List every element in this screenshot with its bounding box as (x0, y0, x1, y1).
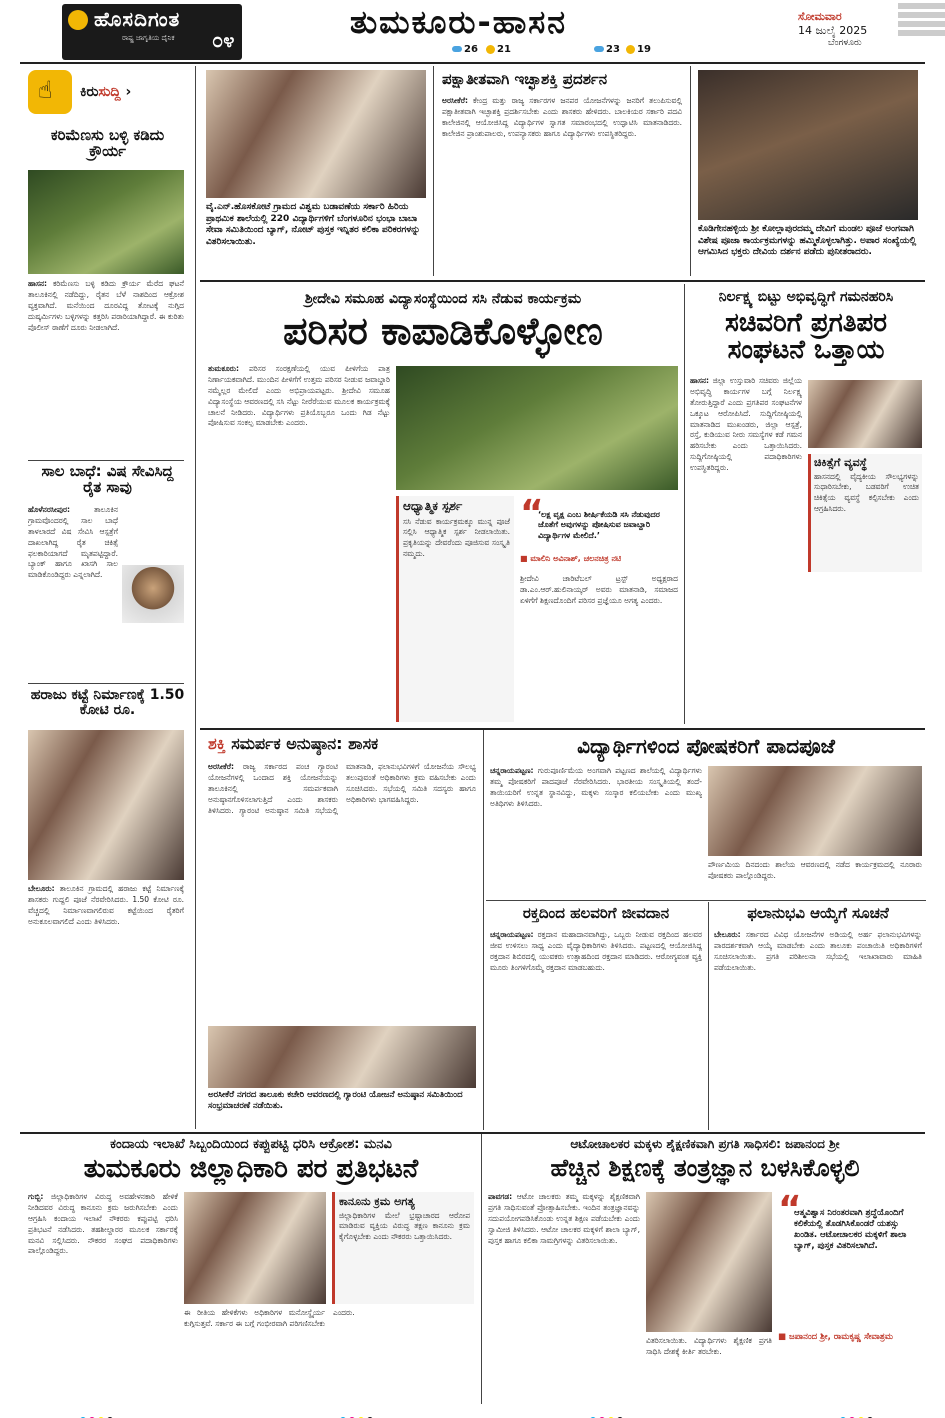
print-color-marks (80, 1408, 140, 1414)
sidebar-body: ಸಸಿ ನೆಡುವ ಕಾರ್ಯಕ್ರಮಕ್ಕೂ ಮುನ್ನ ಪೂಜೆ ಸಲ್ಲಿಸಿ ಆಧ್ಯಾತ್ಮಿಕ ಸ್ಪರ್ಶ ನೀಡಲಾಯಿತು. ಪ್ರಕೃತಿಯನ್ನು ದೇವರೆಂದು ಪೂಜಿಸುವ ಸಂಸ್ಕೃತಿ ನಮ್ಮದು. (403, 516, 510, 559)
press-meet-photo (808, 380, 922, 448)
pointing-hand-icon: ☝ (38, 76, 53, 104)
paper-tagline: ರಾಷ್ಟ್ರ ಜಾಗೃತಿಯ ದೈನಿಕ (122, 34, 175, 42)
shakti-body: ಅರಸೀಕೆರೆ: ರಾಜ್ಯ ಸರ್ಕಾರದ ಪಂಚ ಗ್ಯಾರಂಟಿ ಯೋಜನೆಗಳಲ್ಲಿ ಒಂದಾದ ಶಕ್ತಿ ಯೋಜನೆಯನ್ನು ತಾಲೂಕಿನಲ್ಲಿ ಸಮರ್ಪಕವಾಗಿ ಅನುಷ್ಠಾನಗೊಳಿಸಲಾಗುತ್ತಿದೆ ಎಂದು ಶಾಸಕರು ತಿಳಿಸಿದರು. ಗ್ಯಾರಂಟಿ ಅನುಷ್ಠಾನ ಸಮಿತಿ ಸಭೆಯಲ್ಲಿ ಮಾತನಾಡಿ, ಫಲಾನುಭವಿಗಳಿಗೆ ಯೋಜನೆಯ ಸೌಲಭ್ಯ ತಲುಪುವಂತೆ ಅಧಿಕಾರಿಗಳು ಕ್ರಮ ವಹಿಸಬೇಕು ಎಂದು ಸೂಚಿಸಿದರು. ಸಭೆಯಲ್ಲಿ ಸಮಿತಿ ಸದಸ್ಯರು ಹಾಗೂ ಅಧಿಕಾರಿಗಳು ಭಾಗವಹಿಸಿದ್ದರು. (208, 762, 476, 815)
print-color-marks (590, 1408, 650, 1414)
right-kicker: ನಿರ್ಲಕ್ಷ್ಯ ಬಿಟ್ಟು ಅಭಿವೃದ್ಧಿಗೆ ಗಮನಹರಿಸಿ (718, 289, 894, 305)
lead-photo (396, 366, 678, 490)
section-rule (200, 280, 925, 282)
quote-mark-icon: “ (778, 1189, 802, 1230)
lead-body-left: ತುಮಕೂರು: ಪರಿಸರ ಸಂರಕ್ಷಣೆಯಲ್ಲಿ ಯುವ ಪೀಳಿಗೆಯ ಪಾತ್ರ ನಿರ್ಣಾಯಕವಾಗಿದೆ. ಮುಂದಿನ ಪೀಳಿಗೆಗೆ ಉತ್ತಮ ಪರಿಸರ ನೀಡುವ ಜವಾಬ್ದಾರಿ ನಮ್ಮೆಲ್ಲರ ಮೇಲಿದೆ ಎಂದು ಅಭಿಪ್ರಾಯಪಟ್ಟರು. ಶ್ರೀದೇವಿ ಸಮೂಹ ವಿದ್ಯಾಸಂಸ್ಥೆಯ ಆವರಣದಲ್ಲಿ ಸಸಿ ನೆಟ್ಟು ನೀರೆರೆಯುವ ಮೂಲಕ ಕಾರ್ಯಕ್ರಮಕ್ಕೆ ಚಾಲನೆ ನೀಡಿದರು. ವಿದ್ಯಾರ್ಥಿಗಳು ಪ್ರತಿಯೊಬ್ಬರೂ ಒಂದು ಗಿಡ ನೆಟ್ಟು ಪೋಷಿಸುವ ಸಂಕಲ್ಪ ಮಾಡಬೇಕು ಎಂದರು. (208, 364, 390, 428)
divider (486, 900, 926, 901)
story1-title: ಕರಿಮೆಣಸು ಬಳ್ಳಿ ಕಡಿದು ಕ್ರೌರ್ಯ (50, 126, 165, 160)
section-rule (20, 1132, 925, 1134)
right-box (808, 454, 922, 572)
center-body: ಅರಸೀಕೆರೆ: ಕೇಂದ್ರ ಮತ್ತು ರಾಜ್ಯ ಸರ್ಕಾರಗಳ ಜನಪರ ಯೋಜನೆಗಳನ್ನು ಜನರಿಗೆ ತಲುಪಿಸುವಲ್ಲಿ ಪಕ್ಷಾತೀತವಾಗಿ ಇಚ್ಛಾಶಕ್ತಿ ಪ್ರದರ್ಶಿಸಬೇಕು ಎಂದು ಶಾಸಕರು ಹೇಳಿದರು. ಬಾಲಕಿಯರ ಸರ್ಕಾರಿ ಪದವಿ ಕಾಲೇಜಿನಲ್ಲಿ ಆಯೋಜಿಸಿದ್ದ ವಿದ್ಯಾರ್ಥಿಗಳ ಸ್ವಾಗತ ಸಮಾರಂಭದಲ್ಲಿ ಉದ್ಘಾಟಿಸಿ ಮಾತನಾಡಿದರು. ಕಾಲೇಜಿನ ಪ್ರಾಂಶುಪಾಲರು, ಉಪನ್ಯಾಸಕರು ಹಾಗೂ ವಿದ್ಯಾರ್ಥಿಗಳು ಉಪಸ್ಥಿತರಿದ್ದರು. (442, 96, 682, 138)
weekday: ಸೋಮವಾರ (798, 10, 842, 23)
section-rule (200, 728, 925, 730)
sidebar-box (396, 496, 514, 722)
print-color-marks (340, 1408, 400, 1414)
column-rule (690, 66, 691, 276)
print-color-marks (840, 1408, 900, 1414)
shakti-headline: ಶಕ್ತಿ ಸಮರ್ಪಕ ಅನುಷ್ಠಾನ: ಶಾಸಕ (208, 734, 379, 753)
padapooje-body: ಚನ್ನರಾಯಪಟ್ಟಣ: ಗುರುಪೂರ್ಣಿಮೆಯ ಅಂಗವಾಗಿ ಪಟ್ಟಣದ ಶಾಲೆಯಲ್ಲಿ ವಿದ್ಯಾರ್ಥಿಗಳು ತಮ್ಮ ಪೋಷಕರಿಗೆ ಪಾದಪೂಜೆ ನೆರವೇರಿಸಿದರು. ಭಾರತೀಯ ಸಂಸ್ಕೃತಿಯಲ್ಲಿ ತಂದೆ-ತಾಯಿಯರಿಗೆ ಉನ್ನತ ಸ್ಥಾನವಿದ್ದು, ಮಕ್ಕಳು ಸಂಸ್ಕಾರ ಕಲಿಯಬೇಕು ಎಂದು ಮುಖ್ಯ ಅತಿಥಿಗಳು ತಿಳಿಸಿದರು. (490, 766, 702, 808)
bottom-left-body2: ಈ ರೀತಿಯ ಹೇಳಿಕೆಗಳು ಅಧಿಕಾರಿಗಳ ಮನೋಸ್ಥೈರ್ಯ ಕುಗ್ಗಿಸುತ್ತವೆ. ಸರ್ಕಾರ ಈ ಬಗ್ಗೆ ಗಂಭೀರವಾಗಿ ಪರಿಗಣಿಸಬೇಕು ಎಂದರು. (184, 1308, 355, 1328)
quote-author: ■ ಮಾಲಿನಿ ಅವಿನಾಶ್, ಚಲನಚಿತ್ರ ನಟಿ (520, 554, 622, 563)
story3-body: ಬೇಲೂರು: ತಾಲೂಕಿನ ಗ್ರಾಮದಲ್ಲಿ ಹರಾಜು ಕಟ್ಟೆ ನಿರ್ಮಾಣಕ್ಕೆ ಶಾಸಕರು ಗುದ್ದಲಿ ಪೂಜೆ ನೆರವೇರಿಸಿದರು. 1.50 ಕೋಟಿ ರೂ. ವೆಚ್ಚದಲ್ಲಿ ನಿರ್ಮಾಣವಾಗಲಿರುವ ಕಟ್ಟೆಯಿಂದ ರೈತರಿಗೆ ಅನುಕೂಲವಾಗಲಿದೆ ಎಂದು ತಿಳಿಸಿದರು. (28, 884, 184, 926)
padapooje-headline: ವಿದ್ಯಾರ್ಥಿಗಳಿಂದ ಪೋಷಕರಿಗೆ ಪಾದಪೂಜೆ (577, 734, 835, 758)
masthead-rule (20, 62, 925, 64)
lead-quote: “ ‘ಲಕ್ಷ ವೃಕ್ಷ ಎಂಬ ಶೀರ್ಷಿಕೆಯಡಿ ಸಸಿ ನೆಡುವುದರ ಜೊತೆಗೆ ಅವುಗಳನ್ನು ಪೋಷಿಸುವ ಜವಾಬ್ದಾರಿ ವಿದ್ಯಾರ್ಥಿಗಳ ಮೇಲಿದೆ.’ ■ ಮಾಲಿನಿ ಅವಿನಾಶ್, ಚಲನಚಿತ್ರ ನಟಿ (520, 496, 678, 568)
weather-4: 19 (626, 44, 651, 55)
padapooje-photo-body: ಪೌರ್ಣಮಿಯ ದಿನದಂದು ಶಾಲೆಯ ಆವರಣದಲ್ಲಿ ನಡೆದ ಕಾರ್ಯಕ್ರಮದಲ್ಲಿ ನೂರಾರು ಪೋಷಕರು ಪಾಲ್ಗೊಂಡಿದ್ದರು. (708, 860, 922, 880)
dateline-box (798, 10, 867, 48)
legal-box-body: ಜಿಲ್ಲಾಧಿಕಾರಿಗಳ ಮೇಲೆ ಭ್ರಷ್ಟಾಚಾರದ ಆರೋಪ ಮಾಡಿರುವ ವ್ಯಕ್ತಿಯ ವಿರುದ್ಧ ತಕ್ಷಣ ಕಾನೂನು ಕ್ರಮ ಕೈಗೊಳ್ಳಬೇಕು ಎಂದು ನೌಕರರು ಒತ್ತಾಯಿಸಿದರು. (339, 1210, 470, 1242)
auto-kids-caption: ವಿತರಿಸಲಾಯಿತು. ವಿದ್ಯಾರ್ಥಿಗಳು ಶೈಕ್ಷಣಿಕ ಪ್ರಗತಿ ಸಾಧಿಸಿ ದೇಶಕ್ಕೆ ಕೀರ್ತಿ ತರಬೇಕು. (646, 1336, 772, 1356)
school-kit-caption: ವೈ.ಎನ್.ಹೊಸಕೋಟೆ ಗ್ರಾಮದ ವಿಶ್ವಮ ಬಡಾವಣೆಯ ಸರ್ಕಾರಿ ಹಿರಿಯ ಪ್ರಾಥಮಿಕ ಶಾಲೆಯಲ್ಲಿ 220 ವಿದ್ಯಾರ್ಥಿಗಳಿಗೆ ಬೆಂಗಳೂರಿನ ಭಂಭಾ ಬಾಬಾ ಸೇವಾ ಸಮಿತಿಯಿಂದ ಬ್ಯಾಗ್, ನೋಟ್ ಪುಸ್ತಕ ಇನ್ನಿತರ ಕಲಿಕಾ ಪರಿಕರಗಳನ್ನು ವಿತರಿಸಲಾಯಿತು. (206, 202, 421, 248)
column-rule (684, 284, 685, 724)
right-box-title: ಚಿಕಿತ್ಸೆಗೆ ವ್ಯವಸ್ಥೆ (814, 456, 868, 469)
paper-name: ಹೊಸದಿಗಂತ (94, 7, 181, 31)
story2-body: ಹೊಳೆನರಸೀಪುರ: ತಾಲೂಕಿನ ಗ್ರಾಮವೊಂದರಲ್ಲಿ ಸಾಲ ಬಾಧೆ ತಾಳಲಾರದೆ ವಿಷ ಸೇವಿಸಿ ಆಸ್ಪತ್ರೆಗೆ ದಾಖಲಾಗಿದ್ದ ರೈತ ಚಿಕಿತ್ಸೆ ಫಲಕಾರಿಯಾಗದೆ ಮೃತಪಟ್ಟಿದ್ದಾರೆ. ಬ್ಯಾಂಕ್ ಹಾಗೂ ಖಾಸಗಿ ಸಾಲ ಮಾಡಿಕೊಂಡಿದ್ದರು ಎನ್ನಲಾಗಿದೆ. (28, 505, 118, 580)
legal-box-title: ಕಾನೂನು ಕ್ರಮ ಅಗತ್ಯ (339, 1195, 415, 1208)
divider (28, 460, 184, 461)
section-title: ತುಮಕೂರು-ಹಾಸನ (350, 3, 568, 41)
lead-body-right: ಶ್ರೀದೇವಿ ಚಾರಿಟೆಬಲ್ ಟ್ರಸ್ಟ್ ಅಧ್ಯಕ್ಷರಾದ ಡಾ.ಎಂ.ಆರ್.ಹುಲಿನಾಯ್ಕರ್ ಅವರು ಮಾತನಾಡಿ, ಸಮಾಜದ ಏಳಿಗೆಗೆ ಶಿಕ್ಷಣದೊಂದಿಗೆ ಪರಿಸರ ಪ್ರಜ್ಞೆಯೂ ಅಗತ್ಯ ಎಂದರು. (520, 574, 678, 605)
bottom-right-kicker: ಆಟೋಚಾಲಕರ ಮಕ್ಕಳು ಶೈಕ್ಷಣಿಕವಾಗಿ ಪ್ರಗತಿ ಸಾಧಿಸಲಿ: ಜಪಾನಂದ ಶ್ರೀ (570, 1137, 840, 1151)
blood-body: ಚನ್ನರಾಯಪಟ್ಟಣ: ರಕ್ತದಾನ ಮಹಾದಾನವಾಗಿದ್ದು, ಒಬ್ಬರು ನೀಡುವ ರಕ್ತದಿಂದ ಹಲವರ ಜೀವ ಉಳಿಸಲು ಸಾಧ್ಯ ಎಂದು ವೈದ್ಯಾಧಿಕಾರಿಗಳು ತಿಳಿಸಿದರು. ಪಟ್ಟಣದಲ್ಲಿ ಆಯೋಜಿಸಿದ್ದ ರಕ್ತದಾನ ಶಿಬಿರದಲ್ಲಿ ಯುವಕರು ಉತ್ಸಾಹದಿಂದ ರಕ್ತದಾನ ಮಾಡಿದರು. ಆರೋಗ್ಯವಂತ ವ್ಯಕ್ತಿ ಮೂರು ತಿಂಗಳಿಗೊಮ್ಮೆ ರಕ್ತದಾನ ಮಾಡಬಹುದು. (490, 930, 702, 972)
masthead-logo (62, 4, 242, 60)
story3-photo (28, 730, 184, 880)
blood-headline: ರಕ್ತದಿಂದ ಹಲವರಿಗೆ ಜೀವದಾನ (522, 904, 670, 922)
right-body: ಹಾಸನ: ಜಿಲ್ಲಾ ಉಸ್ತುವಾರಿ ಸಚಿವರು ಜಿಲ್ಲೆಯ ಅಭಿವೃದ್ಧಿ ಕಾರ್ಯಗಳ ಬಗ್ಗೆ ನಿರ್ಲಕ್ಷ್ಯ ತೋರುತ್ತಿದ್ದಾರೆ ಎಂದು ಪ್ರಗತಿಪರ ಸಂಘಟನೆಗಳ ಒಕ್ಕೂಟ ಆರೋಪಿಸಿದೆ. ಸುದ್ದಿಗೋಷ್ಠಿಯಲ್ಲಿ ಮಾತನಾಡಿದ ಮುಖಂಡರು, ಜಿಲ್ಲಾ ಆಸ್ಪತ್ರೆ, ರಸ್ತೆ, ಕುಡಿಯುವ ನೀರು ಸಮಸ್ಯೆಗಳ ಕಡೆ ಗಮನ ಹರಿಸಬೇಕು ಎಂದು ಒತ್ತಾಯಿಸಿದರು. ಸುದ್ದಿಗೋಷ್ಠಿಯಲ್ಲಿ ಪದಾಧಿಕಾರಿಗಳು ಉಪಸ್ಥಿತರಿದ್ದರು. (690, 376, 802, 472)
right-box-body: ಹಾಸನದಲ್ಲಿ ವೈದ್ಯಕೀಯ ಸೌಲಭ್ಯಗಳನ್ನು ಸುಧಾರಿಸಬೇಕು, ಬಡವರಿಗೆ ಉಚಿತ ಚಿಕಿತ್ಸೆಯ ವ್ಯವಸ್ಥೆ ಕಲ್ಪಿಸಬೇಕು ಎಂದು ಆಗ್ರಹಿಸಿದರು. (814, 471, 919, 514)
fruit-body: ಬೇಲೂರು: ಸರ್ಕಾರದ ವಿವಿಧ ಯೋಜನೆಗಳ ಅಡಿಯಲ್ಲಿ ಅರ್ಹ ಫಲಾನುಭವಿಗಳನ್ನು ಪಾರದರ್ಶಕವಾಗಿ ಆಯ್ಕೆ ಮಾಡಬೇಕು ಎಂದು ತಾಲೂಕು ಪಂಚಾಯಿತಿ ಅಧಿಕಾರಿಗಳಿಗೆ ಸೂಚಿಸಲಾಯಿತು. ಪ್ರಗತಿ ಪರಿಶೀಲನಾ ಸಭೆಯಲ್ಲಿ ಇಲಾಖಾವಾರು ಮಾಹಿತಿ ಪಡೆಯಲಾಯಿತು. (714, 930, 922, 972)
weather-3: 23 (594, 44, 620, 55)
legal-box (332, 1192, 474, 1304)
page-number: ೦೪ (212, 28, 235, 52)
weather-2: 21 (486, 44, 511, 55)
logo-emblem-icon (68, 10, 88, 30)
right-headline: ಸಚಿವರಿಗೆ ಪ್ರಗತಿಪರ ಸಂಘಟನೆ ಒತ್ತಾಯ (725, 308, 887, 366)
fruit-headline: ಫಲಾನುಭವಿ ಆಯ್ಕೆಗೆ ಸೂಚನೆ (747, 904, 889, 922)
temple-photo (698, 70, 918, 220)
sun-icon (486, 45, 495, 54)
column-rule (433, 66, 434, 276)
quote-mark-icon: “ (520, 493, 544, 534)
kiru-suddi-banner (28, 70, 180, 114)
sidebar-title: ಆಧ್ಯಾತ್ಮಿಕ ಸ್ಪರ್ಶ (403, 499, 463, 513)
bottom-right-quote: “ ಆತ್ಮವಿಶ್ವಾಸ ನಿರಂತರವಾಗಿ ಶ್ರದ್ಧೆಯೊಂದಿಗೆ ಕಲಿಕೆಯಲ್ಲಿ ತೊಡಗಿಸಿಕೊಂಡರೆ ಯಶಸ್ಸು ಖಂಡಿತ. ಆಟೋಚಾಲಕರ ಮಕ್ಕಳಿಗೆ ಶಾಲಾ ಬ್ಯಾಗ್, ಪುಸ್ತಕ ವಿತರಿಸಲಾಗಿದೆ. ■ ಜಪಾನಂದ ಶ್ರೀ, ರಾಮಕೃಷ್ಣ ಸೇವಾಶ್ರಮ (778, 1192, 922, 1400)
registration-marks (898, 0, 945, 50)
center-title: ಪಕ್ಷಾತೀತವಾಗಿ ಇಚ್ಛಾಶಕ್ತಿ ಪ್ರದರ್ಶನ (442, 70, 608, 88)
protest-photo (184, 1192, 326, 1304)
temple-caption: ಕೊಡಿಗೇನಹಳ್ಳಿಯ ಶ್ರೀ ಕೋಲ್ಲಾಪುರದಮ್ಮ ದೇವಿಗೆ ಮಂಡಲ ಪೂಜೆ ಅಂಗವಾಗಿ ವಿಶೇಷ ಪೂಜಾ ಕಾರ್ಯಕ್ರಮಗಳನ್ನು ಹಮ್ಮಿಕೊಳ್ಳಲಾಗಿತ್ತು. ಅಪಾರ ಸಂಖ್ಯೆಯಲ್ಲಿ ಆಗಮಿಸಿದ ಭಕ್ತರು ದೇವಿಯ ದರ್ಶನ ಪಡೆದು ಪುನೀತರಾದರು. (698, 224, 917, 258)
column-rule (483, 730, 484, 1130)
story1-photo (28, 170, 184, 274)
cloud-rain-icon (594, 46, 604, 52)
bottom-left-body: ಗುಬ್ಬಿ: ಜಿಲ್ಲಾಧಿಕಾರಿಗಳ ವಿರುದ್ಧ ಅವಹೇಳನಕಾರಿ ಹೇಳಿಕೆ ನೀಡಿದವರ ವಿರುದ್ಧ ಕಾನೂನು ಕ್ರಮ ಜರುಗಿಸಬೇಕು ಎಂದು ಆಗ್ರಹಿಸಿ ಕಂದಾಯ ಇಲಾಖೆ ನೌಕರರು ಕಪ್ಪುಪಟ್ಟಿ ಧರಿಸಿ ಪ್ರತಿಭಟನೆ ನಡೆಸಿದರು. ತಹಶೀಲ್ದಾರರ ಮೂಲಕ ಸರ್ಕಾರಕ್ಕೆ ಮನವಿ ಸಲ್ಲಿಸಿದರು. ನೌಕರರ ಸಂಘದ ಪದಾಧಿಕಾರಿಗಳು ಪಾಲ್ಗೊಂಡಿದ್ದರು. (28, 1192, 178, 1256)
kiru-label: ಕಿರುಸುದ್ದಿ › (80, 84, 132, 100)
shakti-caption: ಅರಸೀಕೆರೆ ನಗರದ ತಾಲೂಕು ಕಚೇರಿ ಆವರಣದಲ್ಲಿ ಗ್ಯಾರಂಟಿ ಯೋಜನೆ ಅನುಷ್ಠಾನ ಸಮಿತಿಯಿಂದ ಸಂಭ್ರಮಾಚರಣೆ ನಡೆಯಿತು. (208, 1090, 463, 1112)
story1-body: ಹಾಸನ: ಕರಿಮೆಣಸು ಬಳ್ಳಿ ಕಡಿದು ಕ್ರೌರ್ಯ ಮೆರೆದ ಘಟನೆ ತಾಲೂಕಿನಲ್ಲಿ ನಡೆದಿದ್ದು, ರೈತನ ಬೆಳೆ ನಾಶದಿಂದ ಆಕ್ರೋಶ ವ್ಯಕ್ತವಾಗಿದೆ. ಮನೆಯಿಂದ ದೂರವಿದ್ದ ತೋಟಕ್ಕೆ ನುಗ್ಗಿದ ದುಷ್ಕರ್ಮಿಗಳು ಬಳ್ಳಿಗಳನ್ನು ಕತ್ತರಿಸಿ ಪರಾರಿಯಾಗಿದ್ದಾರೆ. ಈ ಕುರಿತು ಪೊಲೀಸ್ ಠಾಣೆಗೆ ದೂರು ನೀಡಲಾಗಿದೆ. (28, 279, 184, 332)
story3-title: ಹರಾಜು ಕಟ್ಟೆ ನಿರ್ಮಾಣಕ್ಕೆ 1.50 ಕೋಟಿ ರೂ. (30, 687, 185, 718)
bottom-right-body: ಪಾವಗಡ: ಆಟೋ ಚಾಲಕರು ತಮ್ಮ ಮಕ್ಕಳನ್ನು ಶೈಕ್ಷಣಿಕವಾಗಿ ಪ್ರಗತಿ ಸಾಧಿಸುವಂತೆ ಪ್ರೋತ್ಸಾಹಿಸಬೇಕು. ಇಂದಿನ ತಂತ್ರಜ್ಞಾನವನ್ನು ಸದುಪಯೋಗಪಡಿಸಿಕೊಂಡು ಉನ್ನತ ಶಿಕ್ಷಣ ಪಡೆಯಬೇಕು ಎಂದು ಸ್ವಾಮೀಜಿ ತಿಳಿಸಿದರು. ಆಟೋ ಚಾಲಕರ ಮಕ್ಕಳಿಗೆ ಶಾಲಾ ಬ್ಯಾಗ್, ಪುಸ್ತಕ ಹಾಗೂ ಕಲಿಕಾ ಸಾಮಗ್ರಿಗಳನ್ನು ವಿತರಿಸಲಾಯಿತು. (488, 1192, 640, 1245)
column-rule (708, 902, 709, 1130)
column-rule (481, 1134, 482, 1404)
edition-city: ಬೆಂಗಳೂರು (828, 38, 862, 48)
lead-kicker: ಶ್ರೀದೇವಿ ಸಮೂಹ ವಿದ್ಯಾಸಂಸ್ಥೆಯಿಂದ ಸಸಿ ನೆಡುವ ಕಾರ್ಯಕ್ರಮ (304, 291, 582, 307)
bottom-right-headline: ಹೆಚ್ಚಿನ ಶಿಕ್ಷಣಕ್ಕೆ ತಂತ್ರಜ್ಞಾನ ಬಳಸಿಕೊಳ್ಳಲಿ (550, 1154, 860, 1182)
bottom-left-headline: ತುಮಕೂರು ಜಿಲ್ಲಾಧಿಕಾರಿ ಪರ ಪ್ರತಿಭಟನೆ (83, 1154, 419, 1184)
kiru-badge (28, 70, 72, 114)
story2-title: ಸಾಲ ಬಾಧೆ: ವಿಷ ಸೇವಿಸಿದ್ದ ರೈತ ಸಾವು (41, 462, 174, 496)
column-rule (195, 66, 196, 1129)
bottom-left-kicker: ಕಂದಾಯ ಇಲಾಖೆ ಸಿಬ್ಬಂದಿಯಿಂದ ಕಪ್ಪುಪಟ್ಟಿ ಧರಿಸಿ ಆಕ್ರೋಶ: ಮನವಿ (110, 1137, 392, 1152)
padapooje-photo (708, 766, 922, 856)
lead-headline: ಪರಿಸರ ಕಾಪಾಡಿಕೊಳ್ಳೋಣ (283, 309, 603, 353)
quote-author: ■ ಜಪಾನಂದ ಶ್ರೀ, ರಾಮಕೃಷ್ಣ ಸೇವಾಶ್ರಮ (778, 1332, 893, 1342)
issue-date: 14 ಜುಲೈ 2025 (798, 24, 868, 37)
story2-portrait (122, 565, 184, 623)
sun-cloud-icon (452, 46, 462, 52)
auto-kids-photo (646, 1192, 772, 1332)
shakti-photo (208, 1026, 476, 1088)
weather-1: 26 (452, 44, 478, 55)
school-kit-photo (206, 70, 426, 198)
sun-icon (626, 45, 635, 54)
divider (28, 683, 184, 684)
